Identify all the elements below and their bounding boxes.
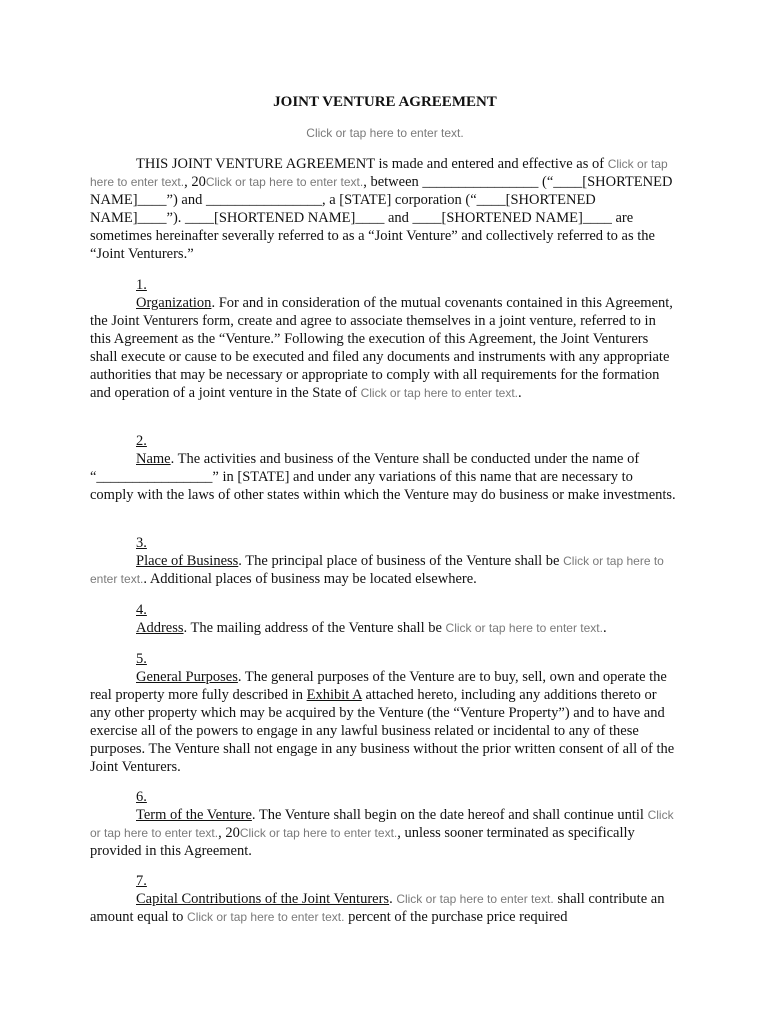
section-3-heading: Place of Business xyxy=(136,553,239,569)
section-3-end: . Additional places of business may be located elsewhere. xyxy=(143,571,477,587)
section-5-number: 5. xyxy=(136,651,147,667)
mailing-address-field[interactable]: Click or tap here to enter text. xyxy=(445,621,603,635)
exhibit-a-link[interactable]: Exhibit A xyxy=(306,687,362,703)
title-placeholder-field[interactable]: Click or tap here to enter text. xyxy=(306,126,464,140)
section-5-text: . The general purposes of the Venture are to buy, sell, own and operate the real property more fully described in xyxy=(90,669,667,703)
section-5-heading: General Purposes xyxy=(136,669,238,685)
section-5-end: attached hereto, including any additions thereto or any other property which may be acquired by the Venture (the “Venture Property”) and to have and exercise all of the powers to engage in any lawful business related or incidental to any of these purposes. The Venture shall not engage in any business without the prior written consent of all of the Joint Venturers. xyxy=(90,687,675,775)
section-4-number: 4. xyxy=(136,602,147,618)
section-4-heading: Address xyxy=(136,620,184,636)
section-6-number: 6. xyxy=(136,789,147,805)
section-1-number: 1. xyxy=(136,277,147,293)
state-field[interactable]: Click or tap here to enter text. xyxy=(360,386,518,400)
section-6-end: , unless sooner terminated as specifically provided in this Agreement. xyxy=(90,825,635,859)
preamble-text-1: THIS JOINT VENTURE AGREEMENT is made and entered and effective as of xyxy=(136,156,608,172)
preamble-paragraph xyxy=(90,155,678,263)
section-7-number: 7. xyxy=(136,873,147,889)
section-5-paragraph xyxy=(90,668,678,776)
section-2-paragraph xyxy=(90,450,678,504)
section-6-text: . The Venture shall begin on the date hereof and shall continue until xyxy=(251,807,648,823)
effective-date-field[interactable]: Click or tap here to enter text. xyxy=(90,157,668,189)
preamble-text-3: , between ________________ (“____[SHORTENED NAME]____”) and ________________, a [STATE] corporation (“____[SHORTENED NAME]____”). ____[SHORTENED NAME]____ and ____[SHORTENED NAME]____ are sometimes hereinafter severally referred to as a “Joint Venture” and collectively referred to as the “Joint Venturers.” xyxy=(90,174,673,262)
section-1-paragraph xyxy=(90,294,678,402)
preamble-text-2: , 20 xyxy=(184,174,206,190)
section-3-text: . The principal place of business of the Venture shall be xyxy=(238,553,564,569)
section-3-paragraph xyxy=(90,552,678,588)
term-end-year-field[interactable]: Click or tap here to enter text. xyxy=(239,826,398,840)
section-7-heading: Capital Contributions of the Joint Venturers xyxy=(136,891,390,907)
place-of-business-field[interactable]: Click or tap here to enter text. xyxy=(90,554,664,586)
section-3-number: 3. xyxy=(136,535,147,551)
contributor-field[interactable]: Click or tap here to enter text. xyxy=(396,892,554,906)
section-7-paragraph xyxy=(90,890,678,926)
section-4-end: . xyxy=(602,620,607,636)
term-end-date-field[interactable]: Click or tap here to enter text. xyxy=(90,808,674,840)
section-2-heading: Name xyxy=(136,451,171,467)
section-4-paragraph xyxy=(90,619,678,637)
section-6-mid: , 20 xyxy=(218,825,240,841)
document-title: JOINT VENTURE AGREEMENT xyxy=(273,94,497,110)
effective-year-field[interactable]: Click or tap here to enter text. xyxy=(205,175,364,189)
section-1-end: . xyxy=(518,385,522,401)
section-4-text: . The mailing address of the Venture shall be xyxy=(183,620,446,636)
section-6-paragraph xyxy=(90,806,678,860)
section-7-text: . xyxy=(389,891,397,907)
section-2-number: 2. xyxy=(136,433,147,449)
section-7-mid: shall contribute an amount equal to xyxy=(90,891,665,925)
section-1-heading: Organization xyxy=(136,295,212,311)
section-1-text: . For and in consideration of the mutual covenants contained in this Agreement, the Joint Venturers form, create and agree to associate themselves in a joint venture, referred to in this Agreement as the “Venture.” Following the execution of this Agreement, the Joint Venturers shall execute or cause to be executed and filed any documents and instruments with any appropriate authorities that may be necessary or appropriate to comply with all requirements for the formation and operation of a joint venture in the State of xyxy=(90,295,673,401)
percent-field[interactable]: Click or tap here to enter text. xyxy=(187,910,345,924)
section-2-text: . The activities and business of the Venture shall be conducted under the name of “________________” in [STATE] and under any variations of this name that are necessary to comply with the laws of other states within which the Venture may do business or make investments. xyxy=(90,451,676,503)
section-6-heading: Term of the Venture xyxy=(136,807,252,823)
section-7-end: percent of the purchase price required xyxy=(344,909,568,925)
